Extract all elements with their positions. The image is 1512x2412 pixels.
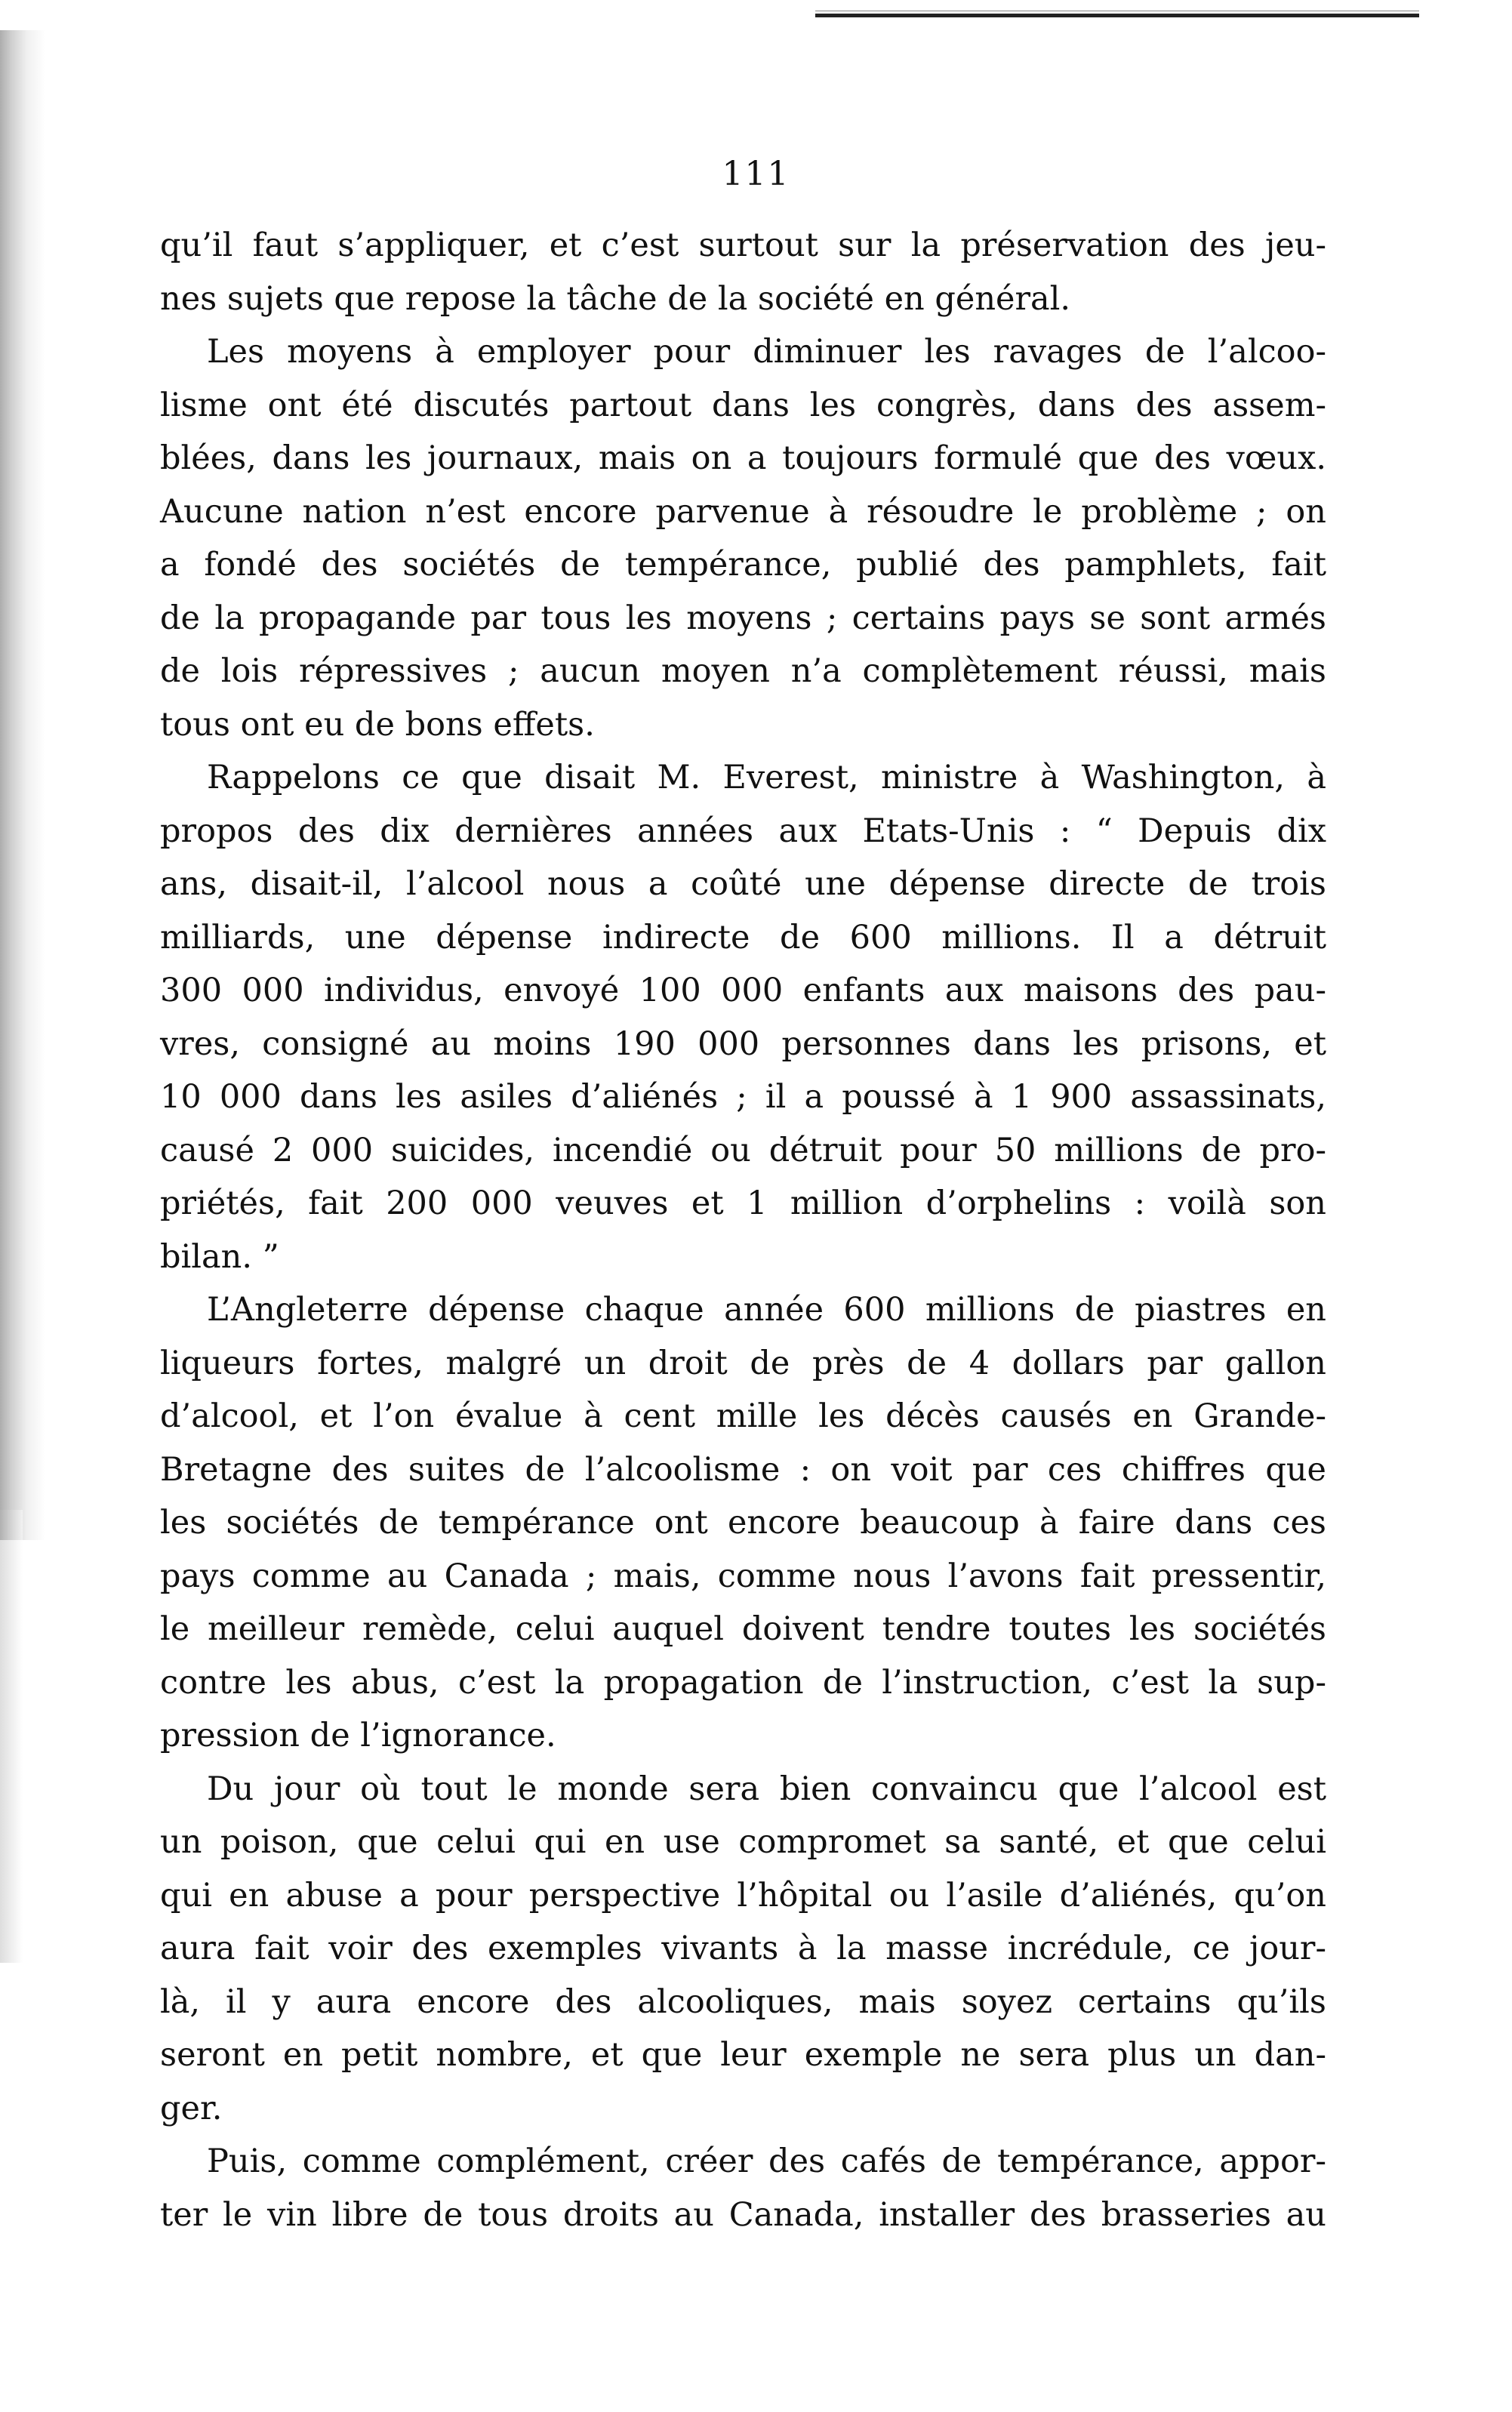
text-line: a fondé des sociétés de tempérance, publié des pamphlets, fait <box>160 546 1326 584</box>
text-line: Bretagne des suites de l’alcoolisme : on voit par ces chiffres que <box>160 1450 1326 1489</box>
text-line: Les moyens à employer pour diminuer les ravages de l’alcoo- <box>207 333 1326 371</box>
page-binding-shadow-lower <box>0 1510 23 1963</box>
text-line: de la propagande par tous les moyens ; certains pays se sont armés <box>160 599 1326 637</box>
text-line: ter le vin libre de tous droits au Canada, installer des brasseries au <box>160 2195 1326 2234</box>
text-line: pays comme au Canada ; mais, comme nous l’avons fait pressentir, <box>160 1557 1326 1595</box>
text-line: blées, dans les journaux, mais on a toujours formulé que des vœux. <box>160 439 1326 477</box>
text-line: vres, consigné au moins 190 000 personnes dans les prisons, et <box>160 1024 1326 1063</box>
page-number: 111 <box>722 155 790 193</box>
page-binding-shadow <box>0 30 45 1540</box>
text-line: 10 000 dans les asiles d’aliénés ; il a poussé à 1 900 assassinats, <box>160 1078 1326 1116</box>
text-line: ger. <box>160 2089 223 2127</box>
text-line: là, il y aura encore des alcooliques, mais soyez certains qu’ils <box>160 1982 1326 2021</box>
text-line: qui en abuse a pour perspective l’hôpital ou l’asile d’aliénés, qu’on <box>160 1876 1326 1915</box>
text-line: aura fait voir des exemples vivants à la masse incrédule, ce jour- <box>160 1930 1326 1967</box>
text-line: un poison, que celui qui en use compromet sa santé, et que celui <box>160 1823 1326 1861</box>
text-line: le meilleur remède, celui auquel doivent tendre toutes les sociétés <box>160 1610 1326 1648</box>
text-line: de lois répressives ; aucun moyen n’a complètement réussi, mais <box>160 652 1326 690</box>
text-line: priétés, fait 200 000 veuves et 1 million d’orphelins : voilà son <box>160 1184 1326 1222</box>
text-line: ans, disait-il, l’alcool nous a coûté une dépense directe de trois <box>160 865 1326 903</box>
text-line: propos des dix dernières années aux Etats-Unis : “ Depuis dix <box>160 812 1326 850</box>
text-line: contre les abus, c’est la propagation de l’instruction, c’est la sup- <box>160 1663 1326 1702</box>
text-line: bilan. ” <box>160 1237 279 1276</box>
text-line: Aucune nation n’est encore parvenue à résoudre le problème ; on <box>160 492 1326 531</box>
text-line: causé 2 000 suicides, incendié ou détruit pour 50 millions de pro- <box>160 1131 1326 1169</box>
text-line: Puis, comme complément, créer des cafés de tempérance, appor- <box>207 2142 1326 2180</box>
body-text <box>160 219 1326 2241</box>
text-line: lisme ont été discutés partout dans les congrès, dans des assem- <box>160 386 1326 424</box>
text-line: seront en petit nombre, et que leur exemple ne sera plus un dan- <box>160 2036 1326 2074</box>
text-line: liqueurs fortes, malgré un droit de près de 4 dollars par gallon <box>160 1344 1326 1382</box>
text-line: Rappelons ce que disait M. Everest, ministre à Washington, à <box>207 759 1326 796</box>
text-line: nes sujets que repose la tâche de la société en général. <box>160 279 1071 318</box>
text-line: 300 000 individus, envoyé 100 000 enfants aux maisons des pau- <box>160 972 1326 1009</box>
text-line: tous ont eu de bons effets. <box>160 705 595 744</box>
text-line: les sociétés de tempérance ont encore beaucoup à faire dans ces <box>160 1504 1326 1542</box>
text-line: qu’il faut s’appliquer, et c’est surtout sur la préservation des jeu- <box>160 226 1326 264</box>
text-line: Du jour où tout le monde sera bien convaincu que l’alcool est <box>207 1770 1326 1808</box>
text-line: milliards, une dépense indirecte de 600 millions. Il a détruit <box>160 918 1326 956</box>
text-line: L’Angleterre dépense chaque année 600 millions de piastres en <box>207 1291 1326 1329</box>
text-line: d’alcool, et l’on évalue à cent mille les décès causés en Grande- <box>160 1397 1326 1435</box>
text-line: pression de l’ignorance. <box>160 1717 556 1754</box>
top-edge-rule <box>815 14 1419 17</box>
